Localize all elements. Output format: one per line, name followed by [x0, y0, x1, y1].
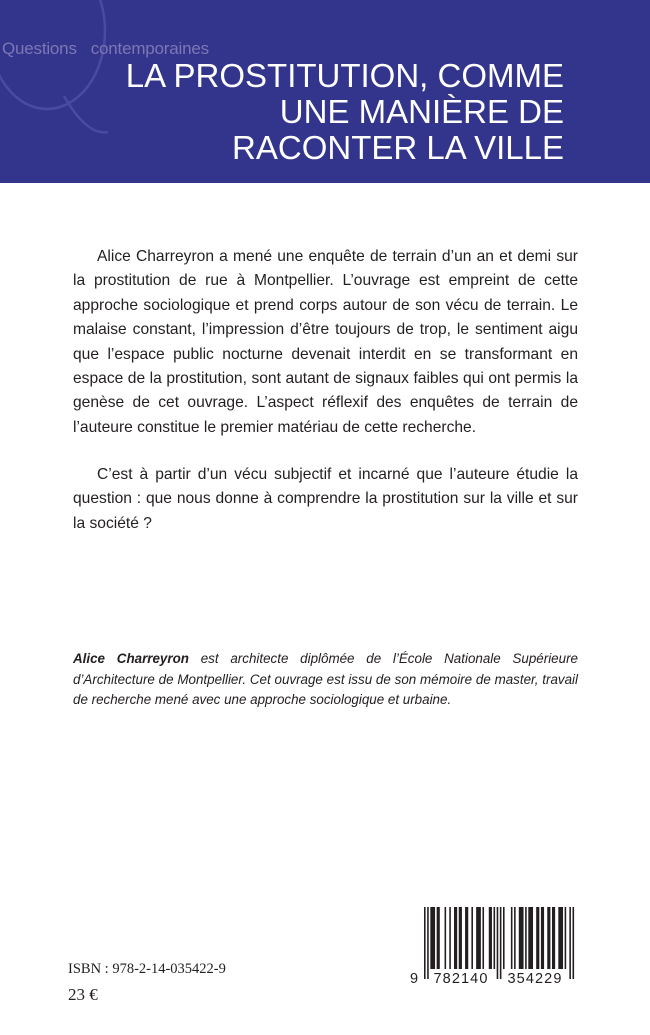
- barcode-bar: [427, 907, 429, 979]
- barcode-bar: [525, 907, 527, 969]
- barcode-bar: [430, 907, 435, 969]
- barcode-bar: [569, 907, 571, 979]
- title-line-2: UNE MANIÈRE DE: [279, 93, 564, 130]
- blurb-paragraph-1: Alice Charreyron a mené une enquête de terrain d’un an et demi sur la prostitution de rue à Montpellier. L’ouvrage est empreint de cette approche sociologique et prend corps autour de son vécu de terrain. Le malaise constant, l’impression d’être toujours de trop, le sentiment aigu que l’espace public nocturne devenait interdit en se transformant en espace de la prostitution, sont autant de signaux faibles qui ont permis la genèse de cet ouvrage. L’aspect réflexif des enquêtes de terrain de l’auteure constitue le premier matériau de cette recherche.: [73, 248, 578, 436]
- title-line-1: LA PROSTITUTION, COMME: [125, 57, 564, 94]
- barcode-bar: [424, 907, 426, 979]
- barcode-bar: [503, 907, 505, 969]
- barcode-graphic: [408, 905, 590, 987]
- barcode-bar: [514, 907, 516, 969]
- series-word-2: contemporaines: [90, 39, 209, 58]
- barcode-bar: [454, 907, 457, 969]
- barcode-bar: [497, 907, 499, 979]
- barcode-bar: [536, 907, 539, 969]
- barcode-bar: [482, 907, 484, 969]
- series-word-1: Questions: [2, 39, 77, 58]
- barcode-bar: [528, 907, 533, 969]
- barcode-digits-left: 782140: [433, 971, 489, 987]
- blurb-paragraph-2: C’est à partir d’un vécu subjectif et incarné que l’auteure étudie la question : que nous donne à comprendre la prostitution sur la ville et sur la société ?: [73, 465, 578, 532]
- isbn-barcode: [408, 905, 590, 987]
- barcode-bar: [476, 907, 481, 969]
- barcode-bar: [573, 907, 575, 979]
- barcode-bar: [459, 907, 462, 969]
- barcode-bar: [500, 907, 502, 979]
- barcode-bar: [445, 907, 447, 969]
- barcode-bar: [437, 907, 440, 969]
- author-bio-text: est architecte diplômée de l’École Nationale Supérieure d’Architecture de Montpellier. Cet ouvrage est issu de son mémoire de master, travail de recherche mené avec une approche sociologique et urbaine.: [73, 651, 578, 708]
- barcode-bar: [558, 907, 563, 969]
- barcode-digits-right: 354229: [507, 971, 563, 987]
- author-name: Alice Charreyron: [73, 651, 189, 666]
- title-line-3: RACONTER LA VILLE: [232, 129, 564, 166]
- book-title: [126, 58, 564, 166]
- barcode-bar: [465, 907, 468, 969]
- barcode-bar: [489, 907, 492, 969]
- barcode-bar: [494, 907, 496, 969]
- barcode-bar: [541, 907, 544, 969]
- author-bio: [73, 649, 578, 711]
- barcode-bar: [552, 907, 555, 969]
- barcode-bar: [511, 907, 513, 969]
- isbn-text: ISBN : 978-2-14-035422-9: [68, 961, 226, 977]
- cover-header-band: [0, 0, 650, 183]
- price-text: 23 €: [68, 985, 98, 1004]
- barcode-bar: [565, 907, 567, 969]
- q-letter-icon: [0, 0, 122, 126]
- barcode-digit-first: 9: [410, 971, 419, 987]
- barcode-bar: [449, 907, 451, 969]
- barcode-bar: [547, 907, 550, 969]
- barcode-bar: [471, 907, 473, 969]
- series-name: [2, 39, 209, 59]
- back-cover-blurb: [73, 245, 578, 536]
- barcode-bar: [519, 907, 524, 969]
